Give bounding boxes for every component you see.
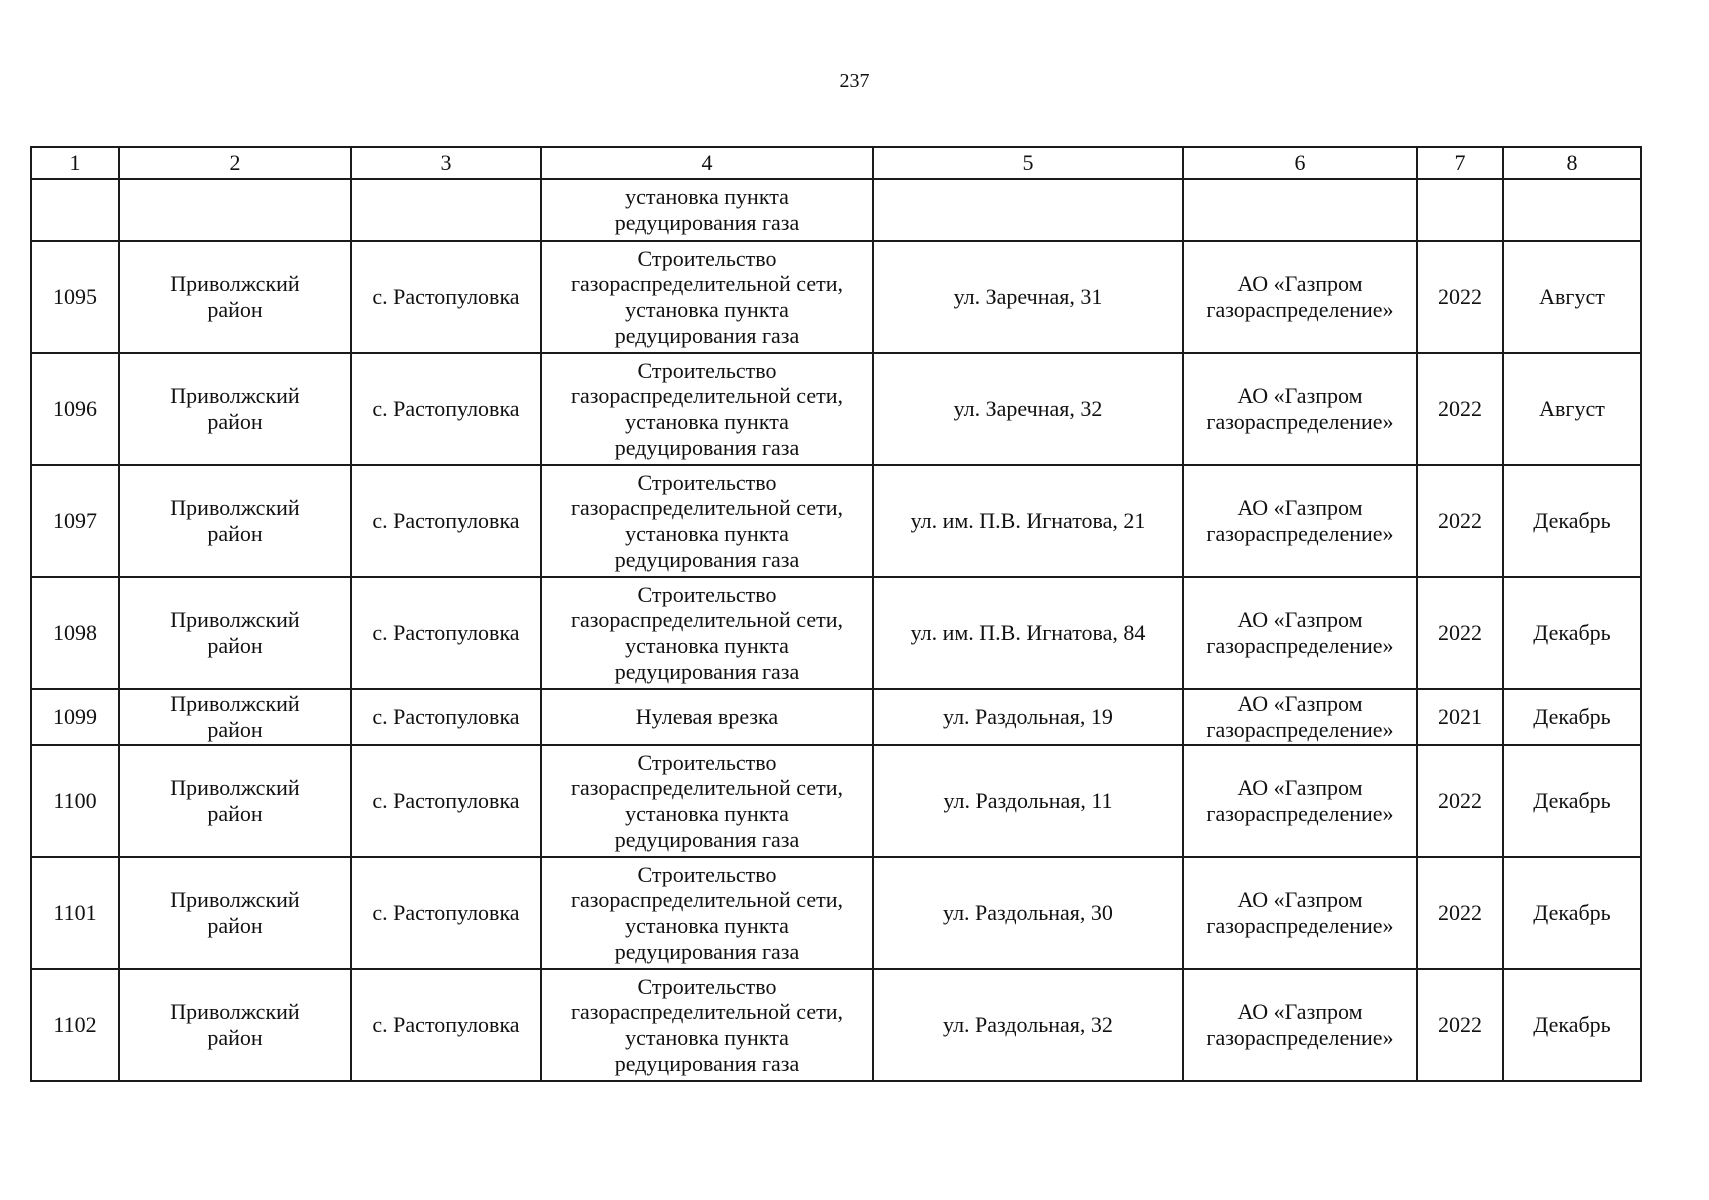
work-type-line: редуцирования газа <box>614 434 800 460</box>
cell-work-type <box>541 353 873 465</box>
continuation-row <box>31 179 1641 241</box>
organization-line: АО «Газпром <box>1237 691 1363 717</box>
work-type-line: редуцирования газа <box>614 1050 800 1076</box>
table-row <box>31 241 1641 353</box>
cell-settlement: с. Растопуловка <box>351 353 541 465</box>
cell-address: ул. Заречная, 31 <box>873 241 1183 353</box>
work-type-line: редуцирования газа <box>614 322 800 348</box>
district-line: район <box>207 801 263 826</box>
organization-line: газораспределение» <box>1206 801 1394 826</box>
cell-number: 1100 <box>31 745 119 857</box>
cell-organization <box>1183 969 1417 1081</box>
cell-district <box>119 577 351 689</box>
organization-line: АО «Газпром <box>1237 775 1363 801</box>
work-type-line: Строительство <box>637 973 777 999</box>
cell-empty <box>31 179 119 241</box>
cell-year: 2022 <box>1417 465 1503 577</box>
table-row <box>31 689 1641 745</box>
cell-organization <box>1183 577 1417 689</box>
cell-settlement: с. Растопуловка <box>351 969 541 1081</box>
cell-organization <box>1183 857 1417 969</box>
cell-work-type <box>541 745 873 857</box>
column-number-header: 6 <box>1183 147 1417 179</box>
cell-work-type <box>541 577 873 689</box>
work-type-line: Строительство <box>637 357 777 383</box>
cell-district <box>119 465 351 577</box>
page-number: 237 <box>839 70 870 92</box>
district-line: Приволжский <box>170 887 300 913</box>
organization-line: газораспределение» <box>1206 521 1394 546</box>
table-row <box>31 857 1641 969</box>
district-line: Приволжский <box>170 271 300 297</box>
cell-number: 1102 <box>31 969 119 1081</box>
cell-district <box>119 353 351 465</box>
organization-line: АО «Газпром <box>1237 271 1363 297</box>
cell-address: ул. Заречная, 32 <box>873 353 1183 465</box>
work-type-line: Нулевая врезка <box>635 704 779 730</box>
organization-line: газораспределение» <box>1206 409 1394 434</box>
cell-work-type <box>541 179 873 241</box>
cell-district <box>119 857 351 969</box>
column-number-header: 3 <box>351 147 541 179</box>
cell-work-type <box>541 241 873 353</box>
organization-line: АО «Газпром <box>1237 383 1363 409</box>
work-type-line: Строительство <box>637 581 777 607</box>
district-line: район <box>207 297 263 322</box>
cell-work-type <box>541 465 873 577</box>
column-number-header: 4 <box>541 147 873 179</box>
work-type-line: газораспределительной сети, <box>571 271 843 297</box>
cell-empty <box>1417 179 1503 241</box>
column-number-header-row <box>31 147 1641 179</box>
cell-year: 2022 <box>1417 241 1503 353</box>
cell-district <box>119 689 351 745</box>
district-line: район <box>207 1025 263 1050</box>
cell-settlement: с. Растопуловка <box>351 465 541 577</box>
organization-line: газораспределение» <box>1206 633 1394 658</box>
cell-month: Декабрь <box>1503 465 1641 577</box>
work-type-line: установка пункта <box>625 1025 789 1050</box>
cell-empty <box>119 179 351 241</box>
column-number-header: 1 <box>31 147 119 179</box>
work-type-line: установка пункта <box>625 409 789 434</box>
cell-empty <box>1183 179 1417 241</box>
cell-year: 2022 <box>1417 577 1503 689</box>
district-line: Приволжский <box>170 775 300 801</box>
cell-empty <box>873 179 1183 241</box>
cell-address: ул. им. П.В. Игнатова, 21 <box>873 465 1183 577</box>
district-line: Приволжский <box>170 383 300 409</box>
cell-settlement: с. Растопуловка <box>351 745 541 857</box>
cell-number: 1101 <box>31 857 119 969</box>
cell-year: 2022 <box>1417 969 1503 1081</box>
work-type-line: редуцирования газа <box>614 658 800 684</box>
district-line: Приволжский <box>170 607 300 633</box>
district-line: район <box>207 633 263 658</box>
cell-work-type <box>541 857 873 969</box>
organization-line: газораспределение» <box>1206 913 1394 938</box>
cell-address: ул. Раздольная, 11 <box>873 745 1183 857</box>
column-number-header: 5 <box>873 147 1183 179</box>
cell-organization <box>1183 689 1417 745</box>
work-type-line: редуцирования газа <box>614 210 800 235</box>
cell-number: 1098 <box>31 577 119 689</box>
organization-line: АО «Газпром <box>1237 607 1363 633</box>
cell-number: 1096 <box>31 353 119 465</box>
table-row <box>31 969 1641 1081</box>
cell-month: Август <box>1503 241 1641 353</box>
cell-number: 1097 <box>31 465 119 577</box>
work-type-line: газораспределительной сети, <box>571 887 843 913</box>
cell-address: ул. Раздольная, 19 <box>873 689 1183 745</box>
cell-work-type <box>541 969 873 1081</box>
work-type-line: газораспределительной сети, <box>571 495 843 521</box>
table-row <box>31 465 1641 577</box>
cell-month: Декабрь <box>1503 857 1641 969</box>
cell-address: ул. Раздольная, 32 <box>873 969 1183 1081</box>
cell-number: 1099 <box>31 689 119 745</box>
cell-district <box>119 745 351 857</box>
organization-line: АО «Газпром <box>1237 999 1363 1025</box>
cell-year: 2021 <box>1417 689 1503 745</box>
cell-month: Декабрь <box>1503 969 1641 1081</box>
cell-empty <box>1503 179 1641 241</box>
work-type-line: газораспределительной сети, <box>571 607 843 633</box>
organization-line: газораспределение» <box>1206 1025 1394 1050</box>
work-type-line: Строительство <box>637 749 777 775</box>
organization-line: газораспределение» <box>1206 717 1394 742</box>
cell-month: Декабрь <box>1503 745 1641 857</box>
cell-organization <box>1183 465 1417 577</box>
district-line: район <box>207 409 263 434</box>
work-type-line: установка пункта <box>625 297 789 322</box>
work-type-line: установка пункта <box>625 521 789 546</box>
gasification-table <box>30 146 1642 1082</box>
cell-settlement: с. Растопуловка <box>351 857 541 969</box>
work-type-line: установка пункта <box>625 184 789 210</box>
cell-organization <box>1183 353 1417 465</box>
organization-line: АО «Газпром <box>1237 495 1363 521</box>
work-type-line: Строительство <box>637 861 777 887</box>
cell-address: ул. Раздольная, 30 <box>873 857 1183 969</box>
column-number-header: 2 <box>119 147 351 179</box>
column-number-header: 7 <box>1417 147 1503 179</box>
cell-month: Август <box>1503 353 1641 465</box>
cell-organization <box>1183 745 1417 857</box>
cell-month: Декабрь <box>1503 689 1641 745</box>
district-line: Приволжский <box>170 495 300 521</box>
work-type-line: Строительство <box>637 469 777 495</box>
cell-address: ул. им. П.В. Игнатова, 84 <box>873 577 1183 689</box>
district-line: Приволжский <box>170 691 300 717</box>
work-type-line: газораспределительной сети, <box>571 775 843 801</box>
cell-year: 2022 <box>1417 745 1503 857</box>
district-line: район <box>207 717 263 742</box>
work-type-line: редуцирования газа <box>614 826 800 852</box>
cell-empty <box>351 179 541 241</box>
cell-year: 2022 <box>1417 353 1503 465</box>
cell-settlement: с. Растопуловка <box>351 241 541 353</box>
cell-settlement: с. Растопуловка <box>351 689 541 745</box>
work-type-line: Строительство <box>637 245 777 271</box>
cell-year: 2022 <box>1417 857 1503 969</box>
organization-line: АО «Газпром <box>1237 887 1363 913</box>
work-type-line: редуцирования газа <box>614 546 800 572</box>
work-type-line: установка пункта <box>625 801 789 826</box>
column-number-header: 8 <box>1503 147 1641 179</box>
table-row <box>31 353 1641 465</box>
organization-line: газораспределение» <box>1206 297 1394 322</box>
work-type-line: газораспределительной сети, <box>571 383 843 409</box>
cell-settlement: с. Растопуловка <box>351 577 541 689</box>
table-row <box>31 745 1641 857</box>
cell-month: Декабрь <box>1503 577 1641 689</box>
table-row <box>31 577 1641 689</box>
district-line: район <box>207 913 263 938</box>
cell-number: 1095 <box>31 241 119 353</box>
district-line: район <box>207 521 263 546</box>
district-line: Приволжский <box>170 999 300 1025</box>
cell-work-type <box>541 689 873 745</box>
cell-district <box>119 969 351 1081</box>
cell-organization <box>1183 241 1417 353</box>
cell-district <box>119 241 351 353</box>
work-type-line: установка пункта <box>625 633 789 658</box>
work-type-line: редуцирования газа <box>614 938 800 964</box>
work-type-line: установка пункта <box>625 913 789 938</box>
work-type-line: газораспределительной сети, <box>571 999 843 1025</box>
